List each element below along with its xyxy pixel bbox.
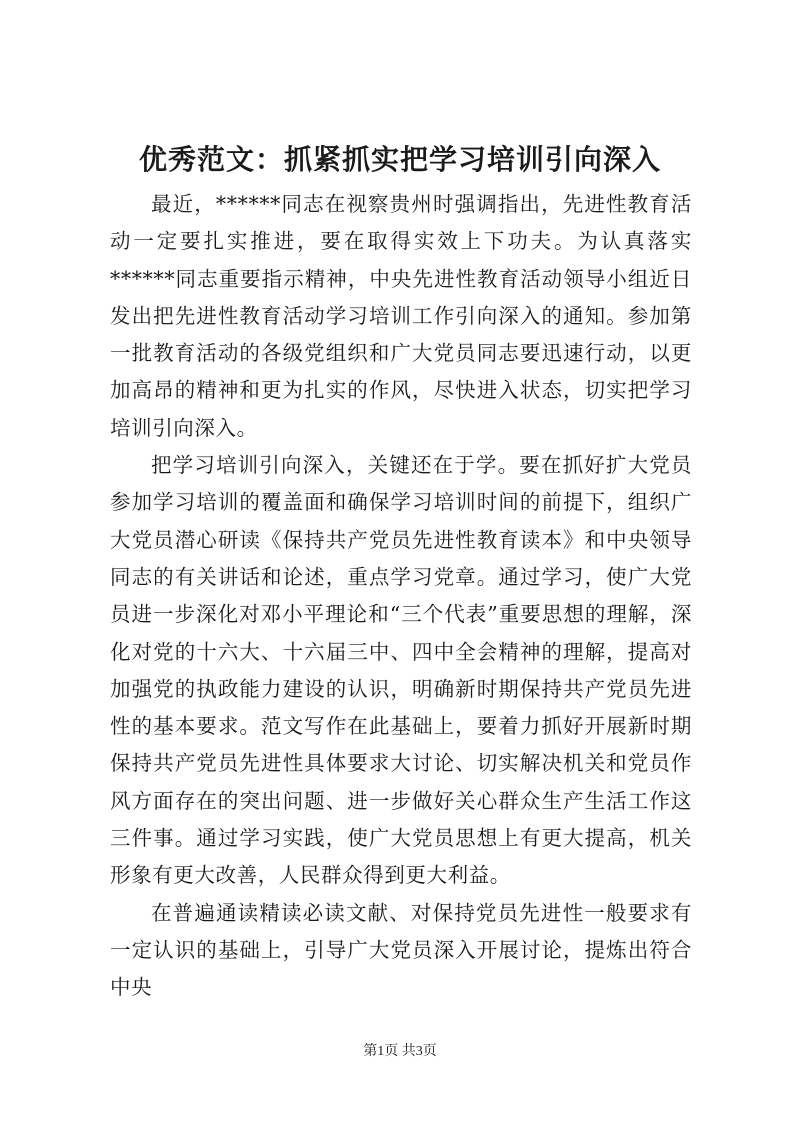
paragraph: 最近，******同志在视察贵州时强调指出，先进性教育活动一定要扎实推进，要在取得实效上下功夫。为认真落实******同志重要指示精神，中央先进性教育活动领导小组近日发出把先进性教育活动学习培训工作引向深入的通知。参加第一批教育活动的各级党组织和广大党员同志要迅速行动，以更加高昂的精神和更为扎实的作风，尽快进入状态，切实把学习培训引向深入。 [110, 192, 692, 440]
document-title: 优秀范文：抓紧抓实把学习培训引向深入 [138, 143, 661, 176]
paragraph: 在普遍通读精读必读文献、对保持党员先进性一般要求有一定认识的基础上，引导广大党员深入开展讨论，提炼出符合中央 [110, 900, 692, 1000]
page-number-footer: 第1页 共3页 [363, 1044, 437, 1059]
document-body [110, 186, 692, 1007]
paragraph: 把学习培训引向深入，关键还在于学。要在抓好扩大党员参加学习培训的覆盖面和确保学习培训时间的前提下，组织广大党员潜心研读《保持共产党员先进性教育读本》和中央领导同志的有关讲话和论述，重点学习党章。通过学习，使广大党员进一步深化对邓小平理论和“三个代表”重要思想的理解，深化对党的十六大、十六届三中、四中全会精神的理解，提高对加强党的执政能力建设的认识，明确新时期保持共产党员先进性的基本要求。范文写作在此基础上，要着力抓好开展新时期保持共产党员先进性具体要求大讨论、切实解决机关和党员作风方面存在的突出问题、进一步做好关心群众生产生活工作这三件事。通过学习实践，使广大党员思想上有更大提高，机关形象有更大改善，人民群众得到更大利益。 [110, 453, 692, 888]
